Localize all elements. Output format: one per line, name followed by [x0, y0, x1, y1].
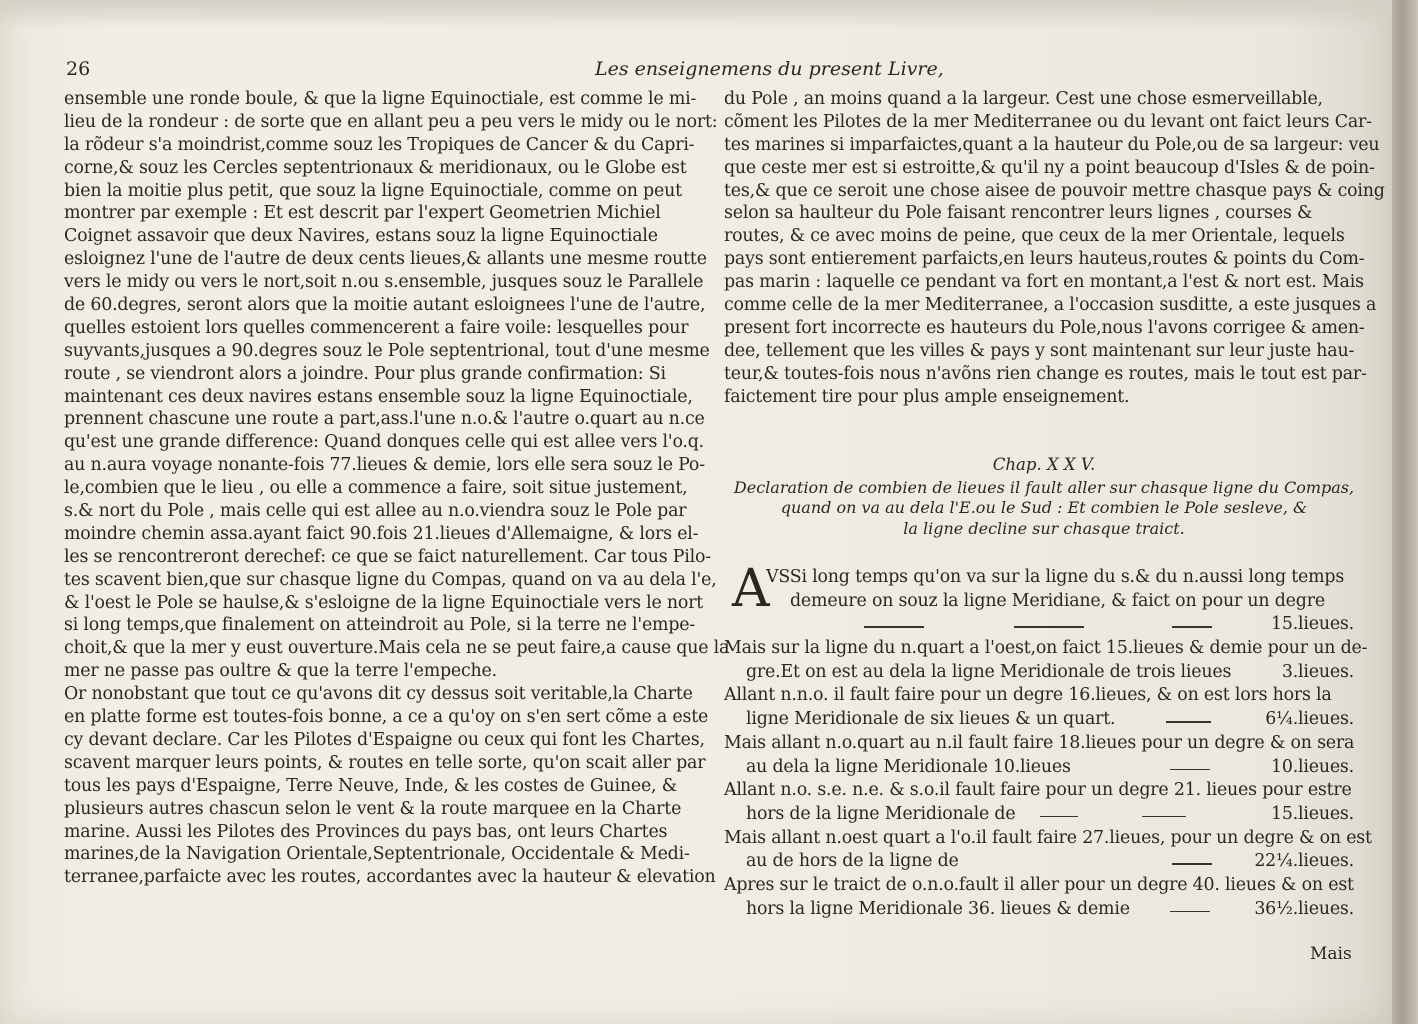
- leader-dash: [1172, 863, 1212, 864]
- table-row-text: Mais allant n.oest quart a l'o.il fault faire 27.lieues, pour un degre & on est: [724, 827, 1372, 848]
- page-number: 26: [66, 58, 91, 80]
- leader-dash: [864, 626, 924, 627]
- text-line: que ceste mer est si estroitte,& qu'il ny a point beaucoup d'Isles & de poin-: [724, 157, 1375, 178]
- text-line: de 60.degres, seront alors que la moitie autant esloignees l'une de l'autre,: [64, 295, 706, 316]
- text-line: tous les pays d'Espaigne, Terre Neuve, Inde, & les costes de Guinee, &: [64, 775, 677, 796]
- text-line: marines,de la Navigation Orientale,Septentrionale, Occidentale & Medi-: [64, 844, 690, 865]
- table-row: [724, 613, 1354, 637]
- text-line: en platte forme est toutes-fois bonne, a ce a qu'oy on s'en sert cõme a este: [64, 707, 709, 728]
- text-line: dee, tellement que les villes & pays y sont maintenant sur leur juste hau-: [724, 340, 1355, 361]
- table-row: [724, 566, 1354, 590]
- table-row-text: hors de la ligne Meridionale de: [746, 803, 1016, 824]
- table-row: [724, 637, 1368, 661]
- text-line: pays sont entierement parfaicts,en leurs hauteus,routes & points du Com-: [724, 249, 1365, 270]
- table-row: [724, 779, 1354, 803]
- table-row: [724, 708, 1354, 732]
- table-row-text: demeure on souz la ligne Meridiane, & faict on pour un degre: [790, 590, 1325, 611]
- table-row: [724, 850, 1354, 874]
- running-head: Les enseignemens du present Livre,: [595, 58, 944, 80]
- leader-dash: [1170, 911, 1210, 912]
- text-line: pas marin : laquelle ce pendant va fort en montant,a l'est & nort est. Mais: [724, 272, 1364, 293]
- text-line: suyvants,jusques a 90.degres souz le Pole septentrional, tout d'une mesme: [64, 340, 710, 361]
- text-line: faictement tire pour plus ample enseignement.: [724, 386, 1130, 407]
- table-row: [724, 684, 1354, 708]
- table-row-value: 36½.lieues.: [1254, 898, 1354, 919]
- text-line: present fort incorrecte es hauteurs du Pole,nous l'avons corrigee & amen-: [724, 317, 1365, 338]
- text-line: teur,& toutes-fois nous n'avõns rien change es routes, mais le tout est par-: [724, 363, 1367, 384]
- table-row-text: au de hors de la ligne de: [746, 851, 959, 872]
- text-line: Or nonobstant que tout ce qu'avons dit cy dessus soit veritable,la Charte: [64, 684, 693, 705]
- text-line: quelles estoient lors quelles commencerent a faire voile: lesquelles pour: [64, 317, 689, 338]
- text-line: route , se viendront alors a joindre. Pour plus grande confirmation: Si: [64, 363, 666, 384]
- chapter-subtitle-line: Declaration de combien de lieues il fault aller sur chasque ligne du Compas,: [733, 477, 1355, 497]
- text-line: montrer par exemple : Et est descrit par l'expert Geometrien Michiel: [64, 203, 661, 224]
- table-row-text: ligne Meridionale de six lieues & un quart.: [746, 709, 1116, 730]
- catchword: Mais: [1310, 944, 1352, 964]
- table-row-text: Mais sur la ligne du n.quart a l'oest,on faict 15.lieues & demie pour un de-: [724, 638, 1368, 659]
- text-line: & l'oest le Pole se haulse,& s'esloigne de la ligne Equinoctiale vers le nort: [64, 592, 704, 613]
- text-line: mer ne passe pas oultre & que la terre l'empeche.: [64, 661, 497, 682]
- text-line: Coignet assavoir que deux Navires, estans souz la ligne Equinoctiale: [64, 226, 658, 247]
- text-line: esloignez l'une de l'autre de deux cents lieues,& allants une mesme routte: [64, 249, 707, 270]
- distance-table: [724, 566, 1372, 921]
- table-row-text: hors la ligne Meridionale 36. lieues & demie: [746, 898, 1130, 919]
- text-line: choit,& que la mer y eust ouverture.Mais cela ne se peut faire,a cause que la: [64, 638, 730, 659]
- table-row: [724, 803, 1354, 827]
- leader-dash: [1172, 626, 1212, 627]
- chapter-subtitle-line: quand on va au dela l'E.ou le Sud : Et combien le Pole sesleve, &: [780, 498, 1308, 517]
- text-line: si long temps,que finalement on atteindroit au Pole, si la terre ne l'empe-: [64, 615, 696, 636]
- table-row-value: 10.lieues.: [1270, 756, 1354, 777]
- chapter-subtitle-line: la ligne decline sur chasque traict.: [903, 518, 1185, 538]
- text-line: la rõdeur s'a moindrist,comme souz les Tropiques de Cancer & du Capri-: [64, 134, 695, 155]
- drop-cap: A: [732, 559, 770, 619]
- table-row: [724, 827, 1372, 851]
- text-line: cy devant declare. Car les Pilotes d'Espaigne ou ceux qui font les Chartes,: [64, 729, 705, 750]
- table-row-text: Mais allant n.o.quart au n.il fault faire 18.lieues pour un degre & on sera: [724, 732, 1355, 753]
- text-line: lieu de la rondeur : de sorte que en allant peu a peu vers le midy ou le nort:: [64, 111, 718, 132]
- text-line: scavent marquer leurs points, & routes en telle sorte, qu'on scait aller par: [64, 752, 706, 773]
- text-line: terranee,parfaicte avec les routes, accordantes avec la hauteur & elevation: [64, 867, 716, 888]
- text-line: maintenant ces deux navires estans ensemble souz la ligne Equinoctiale,: [64, 386, 693, 407]
- table-row-value: 6¼.lieues.: [1265, 709, 1354, 730]
- text-line: du Pole , an moins quand a la largeur. Cest une chose esmerveillable,: [724, 89, 1323, 109]
- chapter-heading: [724, 455, 1364, 539]
- text-line: corne,& souz les Cercles septentrionaux & meridionaux, ou le Globe est: [64, 157, 687, 178]
- right-text-column: [724, 88, 1385, 408]
- table-row: [724, 898, 1354, 922]
- table-row-text: gre.Et on est au dela la ligne Meridionale de trois lieues: [746, 661, 1232, 682]
- text-line: vers le midy ou vers le nort,soit n.ou s.ensemble, jusques souz le Parallele: [64, 272, 704, 293]
- leader-dash: [1014, 626, 1084, 627]
- chapter-title: Chap. X X V.: [992, 455, 1096, 474]
- text-line: cõment les Pilotes de la mer Mediterranee ou du levant ont faict leurs Car-: [724, 111, 1372, 132]
- text-line: le,combien que le lieu , ou elle a commence a faire, soit situe justement,: [64, 478, 688, 499]
- text-line: ensemble une ronde boule, & que la ligne Equinoctiale, est comme le mi-: [64, 89, 697, 109]
- table-row-text: au dela la ligne Meridionale 10.lieues: [746, 756, 1071, 777]
- table-row-text: VSSi long temps qu'on va sur la ligne du s.& du n.aussi long temps: [766, 567, 1345, 587]
- leader-dash: [1040, 816, 1078, 817]
- text-line: prennent chascune une route a part,ass.l'une n.o.& l'autre o.quart au n.ce: [64, 409, 705, 430]
- text-line: qu'est une grande difference: Quand donques celle qui est allee vers l'o.q.: [64, 432, 704, 453]
- text-line: selon sa haulteur du Pole faisant rencontrer leurs lignes , courses &: [724, 203, 1313, 224]
- table-row: [724, 874, 1354, 898]
- table-row: [724, 590, 1354, 614]
- table-row-text: Allant n.o. s.e. n.e. & s.o.il fault faire pour un degre 21. lieues pour estre: [724, 780, 1352, 801]
- text-line: marine. Aussi les Pilotes des Provinces du pays bas, ont leurs Chartes: [64, 821, 668, 842]
- text-line: s.& nort du Pole , mais celle qui est allee au n.o.viendra souz le Pole par: [64, 501, 687, 522]
- table-row-value: 22¼.lieues.: [1254, 851, 1354, 872]
- text-line: bien la moitie plus petit, que souz la ligne Equinoctiale, comme on peut: [64, 180, 682, 201]
- text-line: routes, & ce avec moins de peine, que ceux de la mer Orientale, lequels: [724, 226, 1345, 247]
- text-line: les se rencontreront derechef: ce que se faict naturellement. Car tous Pilo-: [64, 546, 711, 567]
- text-line: comme celle de la mer Mediterranee, a l'occasion susditte, a este jusques a: [724, 295, 1377, 316]
- text-line: au n.aura voyage nonante-fois 77.lieues & demie, lors elle sera souz le Po-: [64, 455, 705, 476]
- facing-page-edge: [1392, 0, 1418, 1024]
- left-text-column: [64, 88, 730, 889]
- table-row-value: 3.lieues.: [1281, 661, 1354, 682]
- table-row-value: 15.lieues.: [1270, 803, 1354, 824]
- leader-dash: [1170, 769, 1210, 770]
- table-row: [724, 661, 1354, 685]
- table-row-text: Allant n.n.o. il fault faire pour un degre 16.lieues, & on est lors hors la: [724, 685, 1332, 706]
- text-line: tes,& que ce seroit une chose aisee de pouvoir mettre chasque pays & coing: [724, 180, 1385, 201]
- text-line: moindre chemin assa.ayant faict 90.fois 21.lieues d'Allemaigne, & lors el-: [64, 523, 699, 544]
- table-row-value: 15.lieues.: [1270, 614, 1354, 635]
- leader-dash: [1142, 816, 1186, 817]
- table-row-text: Apres sur le traict de o.n.o.fault il aller pour un degre 40. lieues & on est: [724, 874, 1354, 895]
- table-row: [724, 756, 1354, 780]
- text-line: plusieurs autres chascun selon le vent & la route marquee en la Charte: [64, 798, 682, 819]
- table-row: [724, 732, 1354, 756]
- leader-dash: [1166, 721, 1211, 722]
- page-top-shadow: [0, 0, 1392, 28]
- text-line: tes marines si imparfaictes,quant a la hauteur du Pole,ou de sa largeur: veu: [724, 134, 1380, 155]
- text-line: tes scavent bien,que sur chasque ligne du Compas, quand on va au dela l'e,: [64, 569, 717, 590]
